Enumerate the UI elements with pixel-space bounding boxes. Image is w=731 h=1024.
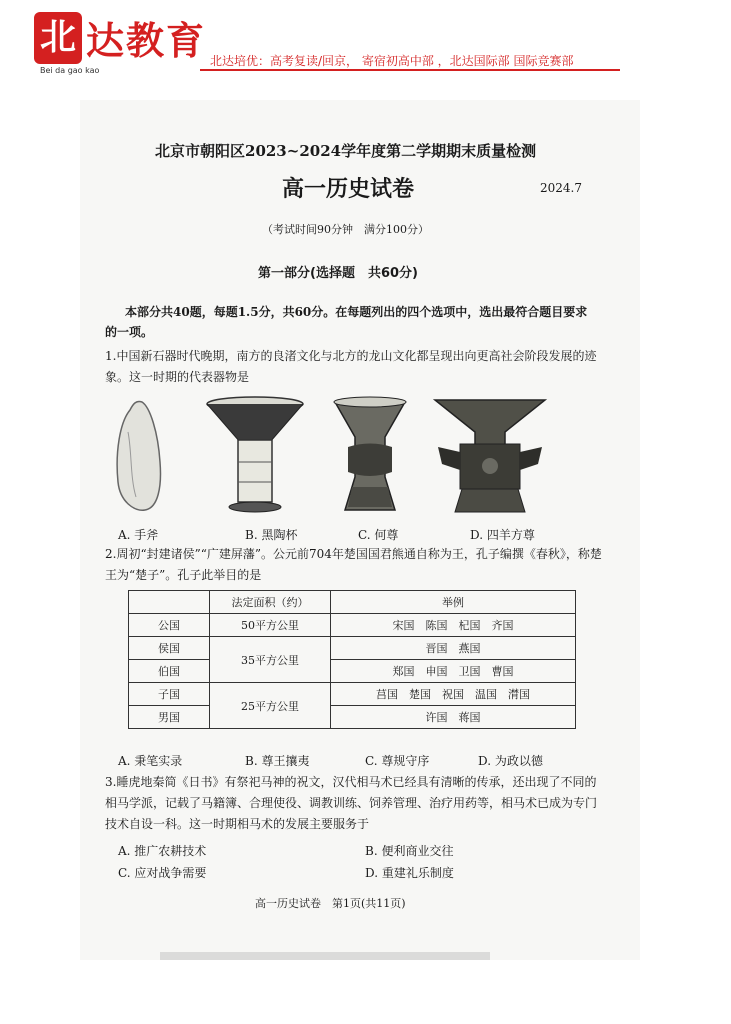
area-cell: 50平方公里 xyxy=(210,614,331,637)
divider xyxy=(200,69,620,71)
logo-pinyin: Bei da gao kao xyxy=(40,66,100,75)
examples-cell: 晋国 燕国 xyxy=(331,637,576,660)
page-title: 高一历史试卷 xyxy=(282,177,415,202)
exam-date: 2024.7 xyxy=(540,181,582,195)
q1-option-a[interactable]: A. 手斧 xyxy=(118,528,159,542)
q2-option-c[interactable]: C. 尊规守序 xyxy=(365,754,430,768)
rank-cell: 侯国 xyxy=(129,637,210,660)
hand-axe-image xyxy=(117,401,160,510)
table-row xyxy=(129,706,576,729)
area-cell: 25平方公里 xyxy=(210,683,331,729)
area-cell: 35平方公里 xyxy=(210,637,331,683)
examples-cell: 宋国 陈国 杞国 齐国 xyxy=(331,614,576,637)
q2-option-b[interactable]: B. 尊王攘夷 xyxy=(245,754,310,768)
table-row xyxy=(129,614,576,637)
rank-cell: 伯国 xyxy=(129,660,210,683)
q2-option-a[interactable]: A. 秉笔实录 xyxy=(118,754,183,768)
question-3-stem: 3.睡虎地秦简《日书》有祭祀马神的祝文，汉代相马术已经具有清晰的传承，还出现了不同的相马学派，记载了马籍簿、合理使役、调教训练、饲养管理、治疗用药等，相马术已成为专门技术自设一科。这一时期相马术的发展主要服务于 xyxy=(105,775,598,831)
header xyxy=(0,0,731,80)
rank-cell: 子国 xyxy=(129,683,210,706)
table-header-area: 法定面积（约） xyxy=(210,591,331,614)
examples-cell: 郑国 申国 卫国 曹国 xyxy=(331,660,576,683)
q3-option-c[interactable]: C. 应对战争需要 xyxy=(118,866,207,880)
question-2-stem: 2.周初“封建诸侯”“广建屏藩”。公元前704年楚国国君熊通自称为王，孔子编撰《春秋》，称楚王为“楚子”。孔子此举目的是 xyxy=(105,547,602,582)
table-header-row xyxy=(129,591,576,614)
table-row xyxy=(129,660,576,683)
q2-option-d[interactable]: D. 为政以德 xyxy=(478,754,543,768)
black-pottery-cup-image xyxy=(207,397,303,512)
logo-name: 达教育 xyxy=(86,19,207,63)
exam-title: 北京市朝阳区2023~2024学年度第二学期期末质量检测 xyxy=(155,142,537,160)
q1-option-b[interactable]: B. 黑陶杯 xyxy=(245,528,298,542)
instructions: 本部分共40题，每题1.5分，共60分。在每题列出的四个选项中，选出最符合题目要求的一项。 xyxy=(105,305,588,339)
time-note: （考试时间90分钟 满分100分） xyxy=(262,223,429,236)
logo-icon: 北 xyxy=(34,12,82,64)
table-header-examples: 举例 xyxy=(331,591,576,614)
feudal-rank-table xyxy=(128,590,576,729)
question-1-stem: 1.中国新石器时代晚期，南方的良渚文化与北方的龙山文化都呈现出向更高社会阶段发展的迹象。这一时期的代表器物是 xyxy=(105,349,597,384)
q3-option-d[interactable]: D. 重建礼乐制度 xyxy=(365,866,454,880)
he-zun-image xyxy=(334,397,406,510)
q1-option-c[interactable]: C. 何尊 xyxy=(358,528,399,542)
examples-cell: 许国 蒋国 xyxy=(331,706,576,729)
q1-option-d[interactable]: D. 四羊方尊 xyxy=(470,528,535,542)
artifact-images xyxy=(100,392,620,517)
scan-smudge xyxy=(160,952,490,960)
part-title: 第一部分(选择题 共60分) xyxy=(258,266,418,281)
q3-option-a[interactable]: A. 推广农耕技术 xyxy=(118,844,207,858)
table-row xyxy=(129,683,576,706)
table-row xyxy=(129,637,576,660)
rank-cell: 公国 xyxy=(129,614,210,637)
slogan: 北达培优：高考复读/回京， 寄宿初高中部 ，北达国际部 国际竞赛部 xyxy=(210,54,574,68)
rank-cell: 男国 xyxy=(129,706,210,729)
q3-option-b[interactable]: B. 便利商业交往 xyxy=(365,844,454,858)
page-footer: 高一历史试卷 第1页(共11页) xyxy=(255,897,406,910)
four-ram-square-zun-image xyxy=(435,400,545,512)
examples-cell: 莒国 楚国 祝国 温国 潸国 xyxy=(331,683,576,706)
